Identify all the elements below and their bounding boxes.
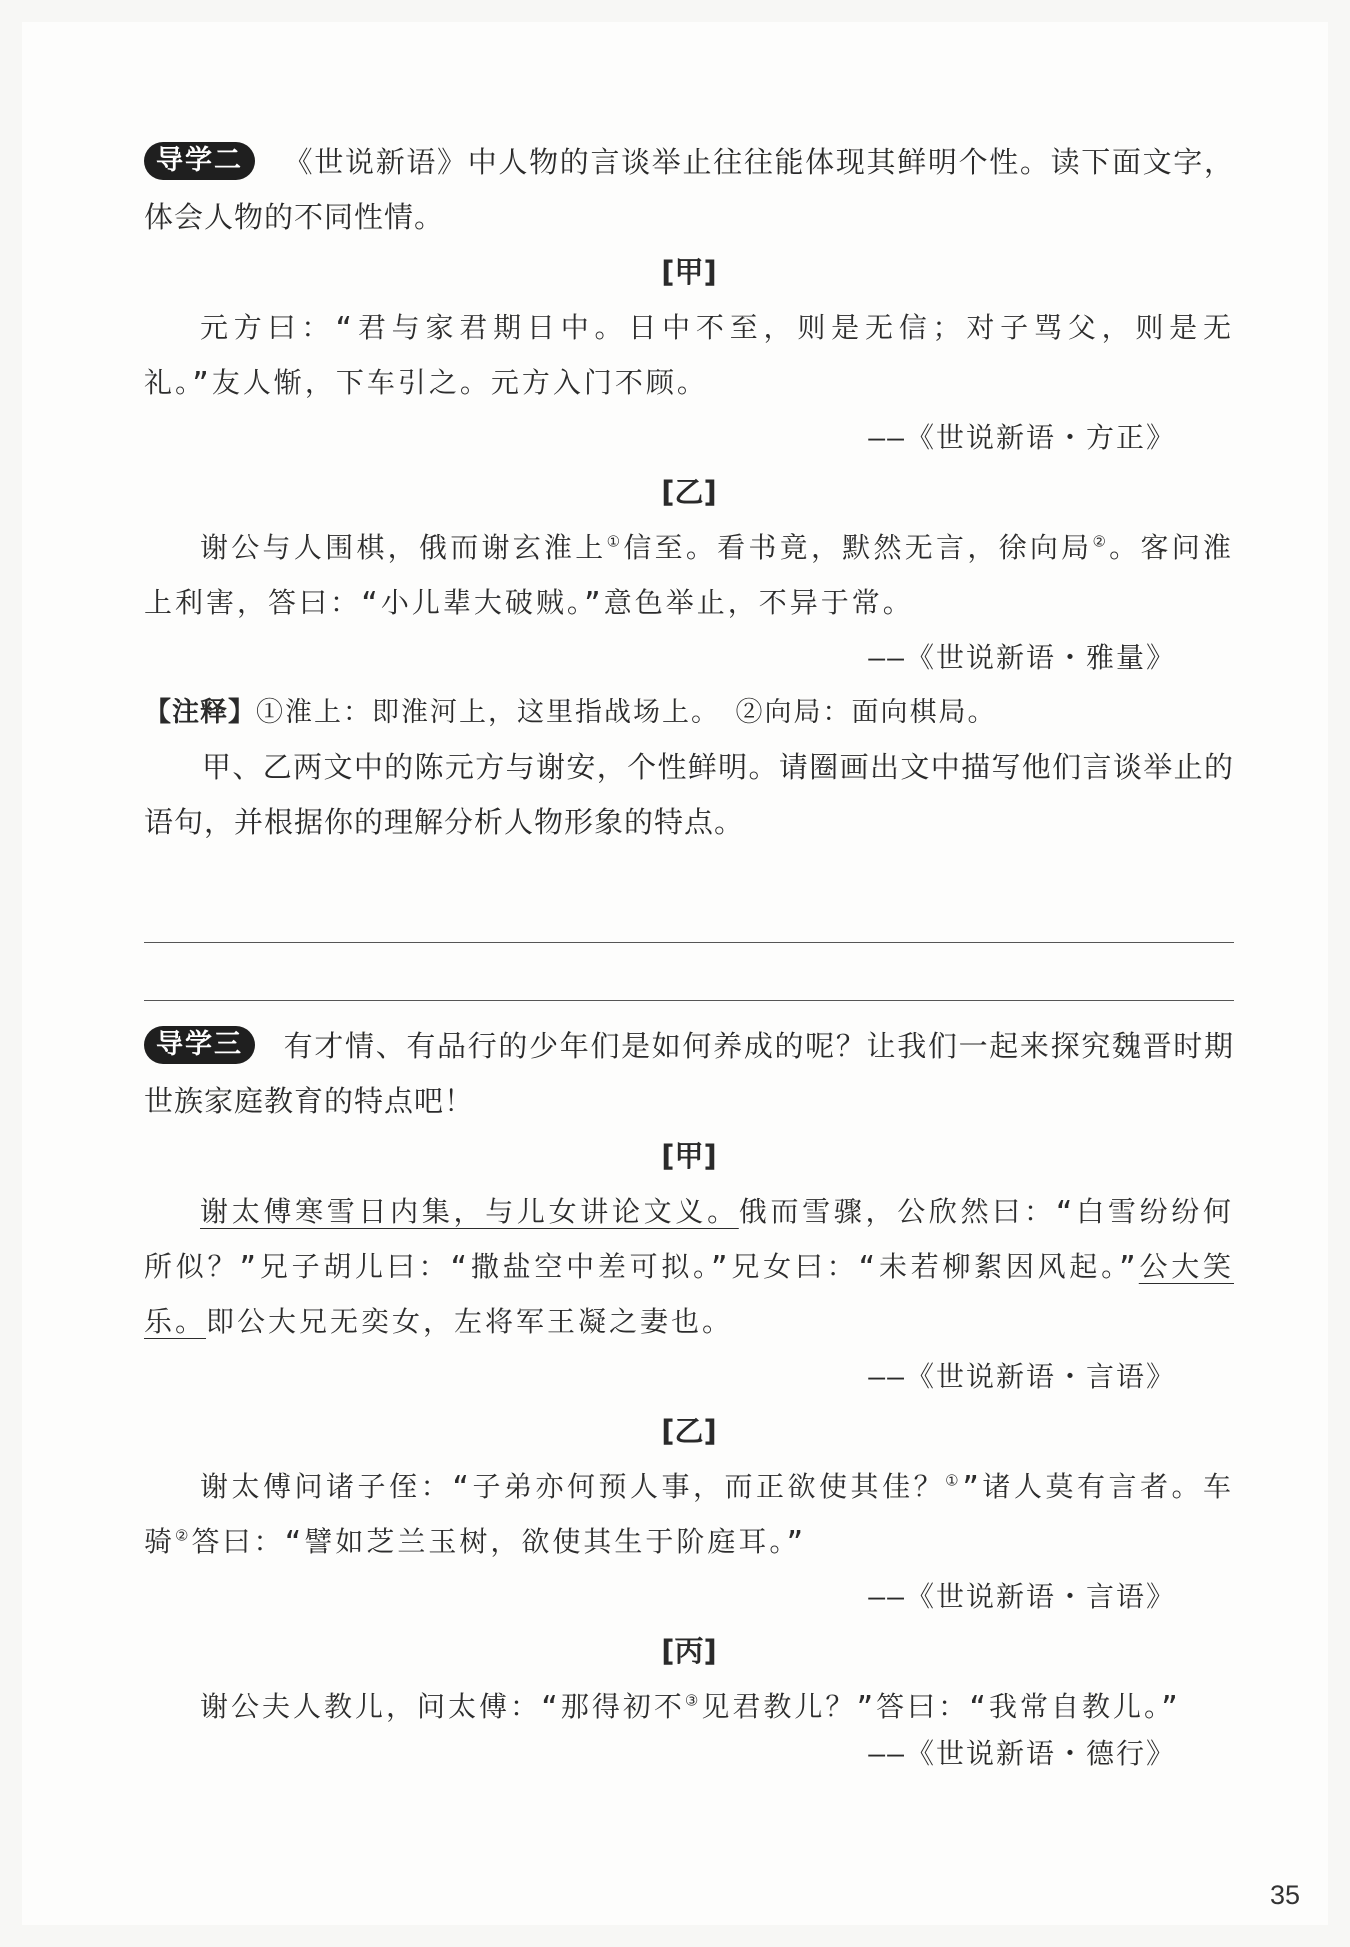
section-2-task: 甲、乙两文中的陈元方与谢安，个性鲜明。请圈画出文中描写他们言谈举止的语句，并根据你的理解分析人物形象的特点。 [144,750,1234,839]
section-3-badge: 导学三 [144,1026,255,1064]
footnote-marker: ① [606,532,624,551]
passage-bing-text [144,1679,1234,1734]
underlined-sentence: 公大笑乐。 [144,1250,1234,1338]
answer-line[interactable] [144,1000,1234,1001]
passage-bing-text-part: 见君教儿？”答曰：“我常自教儿。” [701,1690,1181,1723]
passage-yi-heading: [乙] [661,475,717,509]
textbook-page [22,22,1328,1925]
passage-jia-text: 元方曰：“君与家君期日中。日中不至，则是无信；对子骂父，则是无礼。”友人惭，下车引之。元方入门不顾。 [144,311,1234,399]
passage-jia-heading: [甲] [661,1139,717,1173]
section-2-intro [144,135,1234,245]
passage-yi-text-part: 。客问淮上利害，答曰：“小儿辈大破贼。”意色举止，不异于常。 [144,531,1234,619]
section-guide-2 [144,135,1234,850]
footnote-marker: ③ [684,1691,702,1710]
passage-yi-text-part: ”诸人莫有言者。车骑 [144,1470,1234,1558]
passage-jia-text [144,1184,1234,1349]
passage-jia-text-part: 俄而雪骤，公欣然曰：“白雪纷纷何所似？”兄子胡儿曰：“撒盐空中差可拟。”兄女曰：“未若柳絮因风起。” [144,1195,1234,1283]
passage-jia-text-part: 即公大兄无奕女，左将军王凝之妻也。 [206,1305,734,1338]
annotation-label: 【注释】 [144,697,256,728]
passage-yi-source: ——《世说新语・言语》 [868,1580,1176,1613]
passage-yi-text-part: 谢太傅问诸子侄：“子弟亦何预人事，而正欲使其佳？ [200,1470,946,1503]
passage-jia-source: ——《世说新语・言语》 [868,1360,1176,1393]
annotation-text: ①淮上：即淮河上，这里指战场上。 ②向局：面向棋局。 [256,697,997,728]
annotation [144,685,1234,740]
passage-yi-text-part: 信至。看书竟，默然无言，徐向局 [623,531,1093,564]
passage-jia-source: ——《世说新语・方正》 [868,421,1176,454]
passage-yi-heading: [乙] [661,1414,717,1448]
passage-yi-text-part: 谢公与人围棋，俄而谢玄淮上 [200,531,607,564]
section-2-intro-text: 《世说新语》中人物的言谈举止往往能体现其鲜明个性。读下面文字，体会人物的不同性情。 [144,145,1234,234]
passage-yi-text-part: 答曰：“譬如芝兰玉树，欲使其生于阶庭耳。” [191,1525,807,1558]
passage-jia-heading: [甲] [661,255,717,289]
section-2-badge: 导学二 [144,142,255,180]
section-guide-3 [144,1019,1234,1774]
answer-line[interactable] [144,942,1234,943]
footnote-marker: ① [945,1471,963,1490]
section-3-intro-text: 有才情、有品行的少年们是如何养成的呢？让我们一起来探究魏晋时期世族家庭教育的特点吧！ [144,1029,1234,1118]
passage-bing-source: ——《世说新语・德行》 [868,1737,1176,1770]
passage-yi-text [144,520,1234,630]
footnote-marker: ② [1092,532,1110,551]
section-3-intro [144,1019,1234,1129]
footnote-marker: ② [175,1526,192,1545]
underlined-sentence: 谢太傅寒雪日内集，与儿女讲论文义。 [200,1195,739,1228]
passage-yi-source: ——《世说新语・雅量》 [868,641,1176,674]
page-number: 35 [1269,1880,1300,1910]
passage-yi-text [144,1459,1234,1569]
passage-bing-heading: [丙] [661,1634,717,1668]
passage-bing-text-part: 谢公夫人教儿，问太傅：“那得初不 [200,1690,685,1723]
